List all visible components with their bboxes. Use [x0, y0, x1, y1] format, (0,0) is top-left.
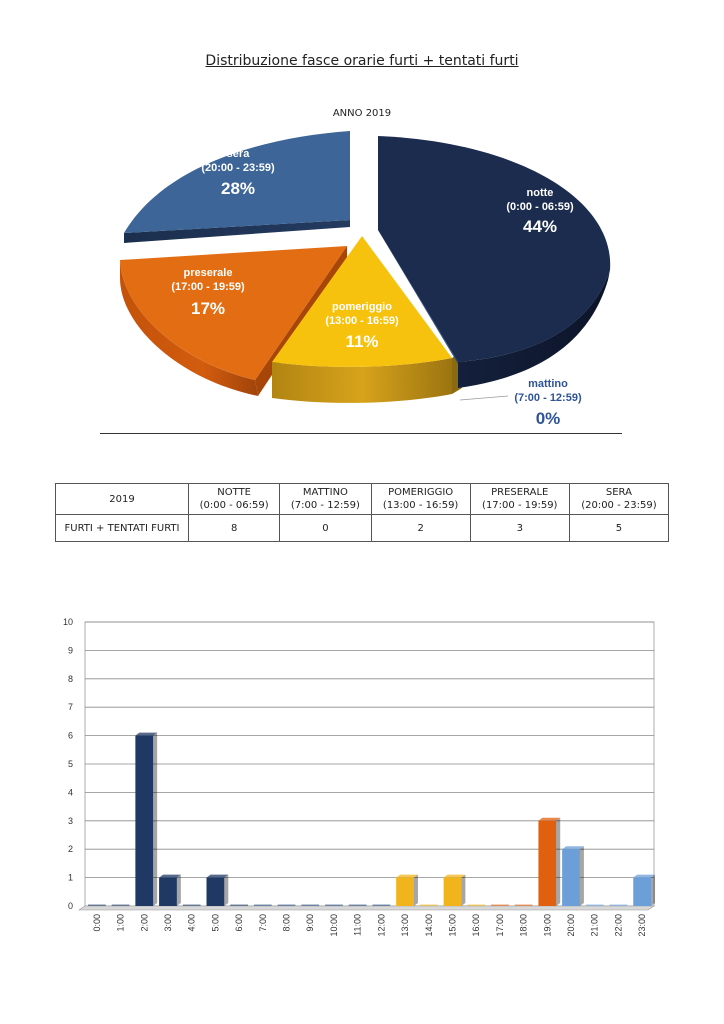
- pie-label-pomeriggio-range: (13:00 - 16:59): [325, 315, 399, 327]
- y-tick-label: 5: [67, 759, 73, 769]
- x-tick-label: 14:00: [423, 914, 434, 937]
- bar-side: [461, 875, 465, 906]
- bar-chart: [60, 612, 664, 952]
- x-tick-label: 7:00: [257, 914, 268, 932]
- pie-label-notte-range: (0:00 - 06:59): [506, 201, 574, 213]
- table-header-sera: [569, 484, 668, 515]
- pie-label-pomeriggio-name: pomeriggio: [332, 301, 392, 313]
- bar: [538, 821, 556, 906]
- bar: [325, 905, 343, 907]
- table-header-mattino: [280, 484, 371, 515]
- divider-line: [100, 433, 622, 434]
- x-tick-label: 5:00: [210, 914, 221, 932]
- page-title: Distribuzione fasce orarie furti + tentati furti: [205, 53, 519, 69]
- x-tick-label: 1:00: [115, 914, 126, 932]
- y-tick-label: 6: [67, 730, 73, 741]
- bar-side: [556, 818, 560, 906]
- table-corner-cell: 2019: [56, 484, 189, 515]
- table-row-label: FURTI + TENTATI FURTI: [56, 515, 189, 542]
- bar: [301, 905, 319, 907]
- bar: [207, 878, 225, 906]
- y-tick-label: 2: [67, 844, 73, 855]
- bar-side: [580, 846, 584, 906]
- pie-label-sera-value: 28%: [220, 179, 256, 198]
- bar-floor: [79, 906, 654, 910]
- x-tick-label: 15:00: [447, 914, 458, 937]
- table-header-preserale-name: PRESERALE: [491, 487, 549, 498]
- x-tick-label: 0:00: [91, 914, 102, 932]
- bar: [183, 905, 201, 907]
- bar: [515, 905, 533, 907]
- x-tick-label: 2:00: [139, 914, 150, 932]
- y-tick-label: 8: [67, 673, 73, 684]
- bar: [610, 905, 628, 907]
- x-tick-label: 9:00: [305, 914, 316, 932]
- table-header-pomeriggio-range: (13:00 - 16:59): [382, 500, 459, 511]
- bar: [159, 878, 177, 906]
- x-tick-label: 13:00: [400, 914, 411, 937]
- x-tick-label: 19:00: [542, 914, 553, 937]
- table-header-notte-range: (0:00 - 06:59): [199, 500, 269, 511]
- pie-label-mattino-value: 0%: [535, 409, 561, 428]
- x-tick-label: 4:00: [186, 914, 197, 932]
- x-tick-label: 17:00: [494, 914, 505, 937]
- y-tick-label: 3: [67, 815, 73, 826]
- table-header-pomeriggio-name: POMERIGGIO: [388, 487, 454, 498]
- pie-label-notte-value: 44%: [522, 217, 558, 236]
- x-tick-label: 20:00: [566, 914, 577, 937]
- pie-label-mattino-name: mattino: [528, 378, 568, 390]
- bar-side: [651, 875, 655, 906]
- table-cell-preserale: 3: [470, 515, 569, 542]
- x-tick-label: 12:00: [376, 914, 387, 937]
- bar: [491, 905, 509, 907]
- table-cell-mattino: 0: [280, 515, 371, 542]
- bar-side: [153, 733, 157, 906]
- pie-label-sera-name: sera: [226, 148, 250, 160]
- y-tick-label: 4: [67, 787, 73, 798]
- bar: [135, 736, 153, 906]
- bar: [562, 849, 580, 906]
- table-header-sera-range: (20:00 - 23:59): [581, 500, 657, 511]
- x-tick-label: 18:00: [518, 914, 529, 937]
- table-header-mattino-name: MATTINO: [302, 487, 348, 498]
- bar-chart-svg: [60, 612, 664, 952]
- bar: [254, 905, 272, 907]
- table-header-notte-name: NOTTE: [217, 487, 251, 498]
- bar-side: [224, 875, 228, 906]
- x-tick-label: 22:00: [613, 914, 624, 937]
- bar: [420, 905, 438, 907]
- bar: [444, 878, 462, 906]
- bar: [586, 905, 604, 907]
- y-tick-label: 10: [62, 617, 73, 627]
- pie-label-mattino-range: (7:00 - 12:59): [514, 392, 582, 404]
- table-header-notte: [189, 484, 280, 515]
- bar: [633, 878, 651, 906]
- table-header-sera-name: SERA: [605, 487, 632, 498]
- table-header-pomeriggio: [371, 484, 470, 515]
- bar: [278, 905, 296, 907]
- pie-chart: [100, 100, 624, 440]
- x-tick-label: 8:00: [281, 914, 292, 932]
- table-header-mattino-range: (7:00 - 12:59): [290, 500, 360, 511]
- table-cell-sera: 5: [569, 515, 668, 542]
- bar: [372, 905, 390, 907]
- x-tick-label: 6:00: [234, 914, 245, 932]
- pie-leader-line: [460, 396, 508, 400]
- pie-label-sera-range: (20:00 - 23:59): [201, 162, 275, 174]
- x-tick-label: 3:00: [162, 914, 173, 932]
- pie-label-preserale-value: 17%: [190, 299, 226, 318]
- x-tick-label: 16:00: [471, 914, 482, 937]
- table-header-row: [56, 484, 669, 515]
- bar-side: [177, 875, 181, 906]
- pie-label-pomeriggio-value: 11%: [345, 332, 379, 351]
- pie-label-preserale-range: (17:00 - 19:59): [171, 281, 245, 293]
- pie-label-mattino: [460, 378, 582, 428]
- pie-label-notte-name: notte: [526, 187, 554, 199]
- table-cell-pomeriggio: 2: [371, 515, 470, 542]
- bar: [467, 905, 485, 907]
- pie-svg: [100, 100, 624, 440]
- y-tick-label: 7: [67, 702, 73, 713]
- pie-subtitle: ANNO 2019: [332, 108, 392, 119]
- bar: [230, 905, 248, 907]
- pie-label-preserale-name: preserale: [183, 267, 233, 279]
- y-tick-label: 1: [67, 872, 73, 883]
- x-tick-label: 11:00: [352, 914, 363, 936]
- table-row: [56, 515, 669, 542]
- bar-side: [414, 875, 418, 906]
- bar: [88, 905, 106, 907]
- bar: [112, 905, 130, 907]
- y-tick-label: 9: [67, 645, 73, 656]
- bar: [396, 878, 414, 906]
- table-header-preserale: [470, 484, 569, 515]
- bar: [349, 905, 367, 907]
- table-header-preserale-range: (17:00 - 19:59): [482, 500, 558, 511]
- summary-table: [55, 483, 669, 542]
- x-tick-label: 23:00: [637, 914, 648, 937]
- table-cell-notte: 8: [189, 515, 280, 542]
- x-tick-label: 10:00: [328, 914, 339, 937]
- y-tick-label: 0: [67, 901, 73, 911]
- x-tick-label: 21:00: [589, 914, 600, 937]
